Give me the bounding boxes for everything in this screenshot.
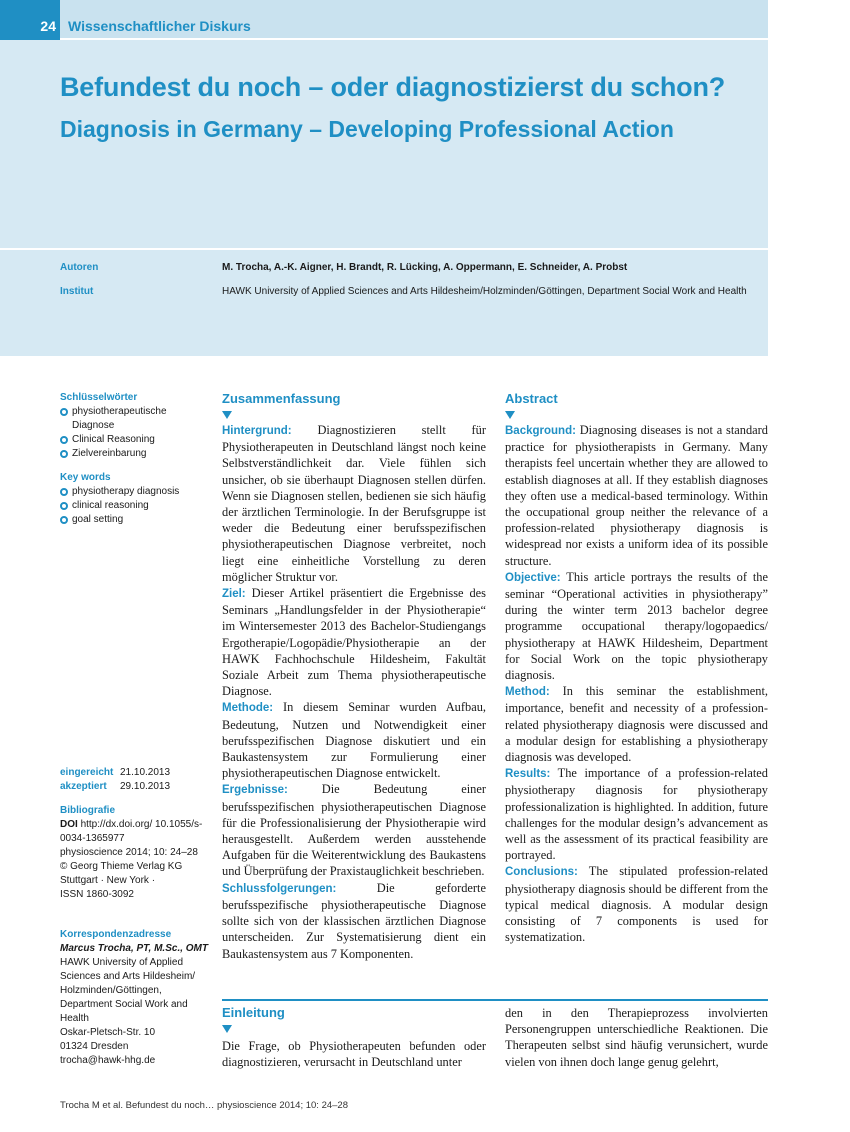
- einleitung-heading: Einleitung: [222, 1005, 285, 1020]
- doi-link[interactable]: http://dx.doi.org/ 10.1055/s-0034-1365977: [60, 819, 203, 844]
- footer-citation: Trocha M et al. Befundest du noch… physioscience 2014; 10: 24–28: [60, 1100, 348, 1111]
- triangle-down-icon: [222, 1025, 232, 1033]
- bibliography-details: DOI http://dx.doi.org/ 10.1055/s-0034-1365977 physioscience 2014; 10: 24–28 © Georg Thieme Verlag KG Stuttgart · New York · ISSN 1860-3092: [60, 819, 203, 900]
- header-band: [0, 0, 768, 356]
- article-title-de: Befundest du noch – oder diagnostizierst du schon?: [60, 72, 726, 102]
- accepted-date: akzeptiert 29.10.2013: [60, 781, 171, 792]
- correspondence-email[interactable]: trocha@hawk-hhg.de: [60, 1055, 156, 1066]
- correspondence-address: Marcus Trocha, PT, M.Sc., OMT HAWK University of Applied Sciences and Arts Hildesheim/ Holzminden/Göttingen, Department Social Work and Health Oskar-Pletsch-Str. 10 01324 Dresden trocha@hawk-hhg.de: [60, 943, 208, 1066]
- keyword-item: physiotherapy diagnosis: [60, 485, 210, 499]
- zusammenfassung-body: Hintergrund: Diagnostizieren stellt für Physiotherapeuten in Deutschland längst noch keine Selbstverständlichkeit dar. Viele fühlen sich unsicher, ob sie überhaupt Diagnosen stellen dürfen. Wenn sie Diagnosen stellen, bedienen sie sich häufig der ärztlichen Terminologie. In der Berufsgruppe ist weder die Bedeutung einer berufsspezifischen physiotherapeutischen Diagnose verbreitet, noch liegt eine einheitliche Vorstellung zu deren möglicher Struktur vor. Ziel: Dieser Artikel präsentiert die Ergebnisse des Seminars „Handlungsfelder in der Physiotherapie“ im Wintersemester 2013 des Bachelor-Studiengangs Ergotherapie/Logopädie/Physiotherapie an der HAWK Fachhochschule Hildesheim, Fakultät Soziale Arbeit zum Thema physiotherapeutische Diagnose. Methode: In diesem Seminar wurden Aufbau, Bedeutung, Nutzen und Notwendigkeit einer berufsspezifischen Diagnose diskutiert und ein Baukastensystem zur Formulierung einer physiotherapeutischen Diagnose entwickelt. Ergebnisse: Die Bedeutung einer berufsspezifischen physiotherapeutischen Diagnose für die Professionalisierung der Physiotherapie wird herausgestellt. Außerdem werden ausstehende Aufgaben für die Weiterentwicklung des Baukastens und Überprüfung der Praxistauglichkeit beschrieben. Schlussfolgerungen: Die geforderte berufsspezifische physiotherapeutische Diagnose sollte sich von der klassischen ärztlichen Diagnose unterscheiden. Zur Systematisierung dient ein Baukastensystem aus 7 Komponenten.: [222, 423, 486, 961]
- page-number-box: [0, 0, 60, 40]
- circle-bullet-icon: [60, 516, 68, 524]
- keyword-item: Zielvereinbarung: [60, 447, 210, 461]
- keyword-item: clinical reasoning: [60, 499, 210, 513]
- einleitung-body-right: den in den Therapieprozess involvierten Personengruppen unterschiedliche Reaktionen. Die Therapeuten selbst sind häufig verunsichert, wurde vielen von ihnen doch lange genug gelehrt,: [505, 1006, 768, 1069]
- keyword-item: physiotherapeutische Diagnose: [60, 405, 210, 433]
- keywords-de-heading: Schlüsselwörter: [60, 392, 138, 403]
- keyword-item: Clinical Reasoning: [60, 433, 210, 447]
- circle-bullet-icon: [60, 436, 68, 444]
- keywords-de-list: [60, 405, 210, 461]
- triangle-down-icon: [222, 411, 232, 419]
- einleitung-body-left: Die Frage, ob Physiotherapeuten befunden oder diagnostizieren, verursacht in Deutschland unter: [222, 1039, 486, 1070]
- triangle-down-icon: [505, 411, 515, 419]
- zusammenfassung-heading: Zusammenfassung: [222, 391, 341, 406]
- correspondence-heading: Korrespondenzadresse: [60, 929, 172, 940]
- abstract-heading: Abstract: [505, 391, 558, 406]
- section-label: Wissenschaftlicher Diskurs: [68, 18, 251, 34]
- circle-bullet-icon: [60, 488, 68, 496]
- institute-label: Institut: [60, 286, 94, 297]
- authors-label: Autoren: [60, 262, 99, 273]
- authors-list: M. Trocha, A.-K. Aigner, H. Brandt, R. Lücking, A. Oppermann, E. Schneider, A. Probst: [222, 262, 628, 273]
- article-title-en: Diagnosis in Germany – Developing Professional Action: [60, 116, 674, 142]
- page-number: 24: [40, 18, 56, 34]
- institute-value: HAWK University of Applied Sciences and Arts Hildesheim/Holzminden/Göttingen, Department Social Work and Health: [222, 286, 747, 297]
- circle-bullet-icon: [60, 450, 68, 458]
- correspondence-name: Marcus Trocha, PT, M.Sc., OMT: [60, 943, 208, 954]
- circle-bullet-icon: [60, 502, 68, 510]
- received-date: eingereicht 21.10.2013: [60, 767, 171, 778]
- header-divider: [0, 248, 768, 250]
- section-rule: [222, 999, 768, 1001]
- bibliography-heading: Bibliografie: [60, 805, 116, 816]
- keywords-en-heading: Key words: [60, 472, 111, 483]
- keywords-en-list: [60, 485, 210, 527]
- keyword-item: goal setting: [60, 513, 210, 527]
- abstract-body: Background: Diagnosing diseases is not a standard practice for physiotherapists in Germany. Many therapists feel uncertain whether they are allowed to establish diagnoses at all. If they establish diagnoses they often use a medical-based terminology. Within the occupational group neither the relevance of a profession-related physiotherapy diagnosis is widespread nor exists a uniform idea of its possible structure. Objective: This article portrays the results of the seminar “Operational activities in physiotherapy” during the winter term 2013 bachelor degree programme occupational therapy/logopaedics/ physiotherapy at HAWK Hildesheim, Department for Social Work on the topic physiotherapy diagnosis. Method: In this seminar the establishment, importance, benefit and necessity of a profession-related physiotherapy diagnosis were discussed and a modular design for establishing a physiotherapy diagnosis was developed. Results: The importance of a profession-related physiotherapy diagnosis for physiotherapy professionalization is highlighted. In addition, future challenges for the modular design’s advancement as well as the assessment of its practical feasibility are portrayed. Conclusions: The stipulated profession-related physiotherapy diagnosis should be different from the typical medical diagnosis. A modular design consisting of 7 components is used for systematization.: [505, 423, 769, 945]
- circle-bullet-icon: [60, 408, 68, 416]
